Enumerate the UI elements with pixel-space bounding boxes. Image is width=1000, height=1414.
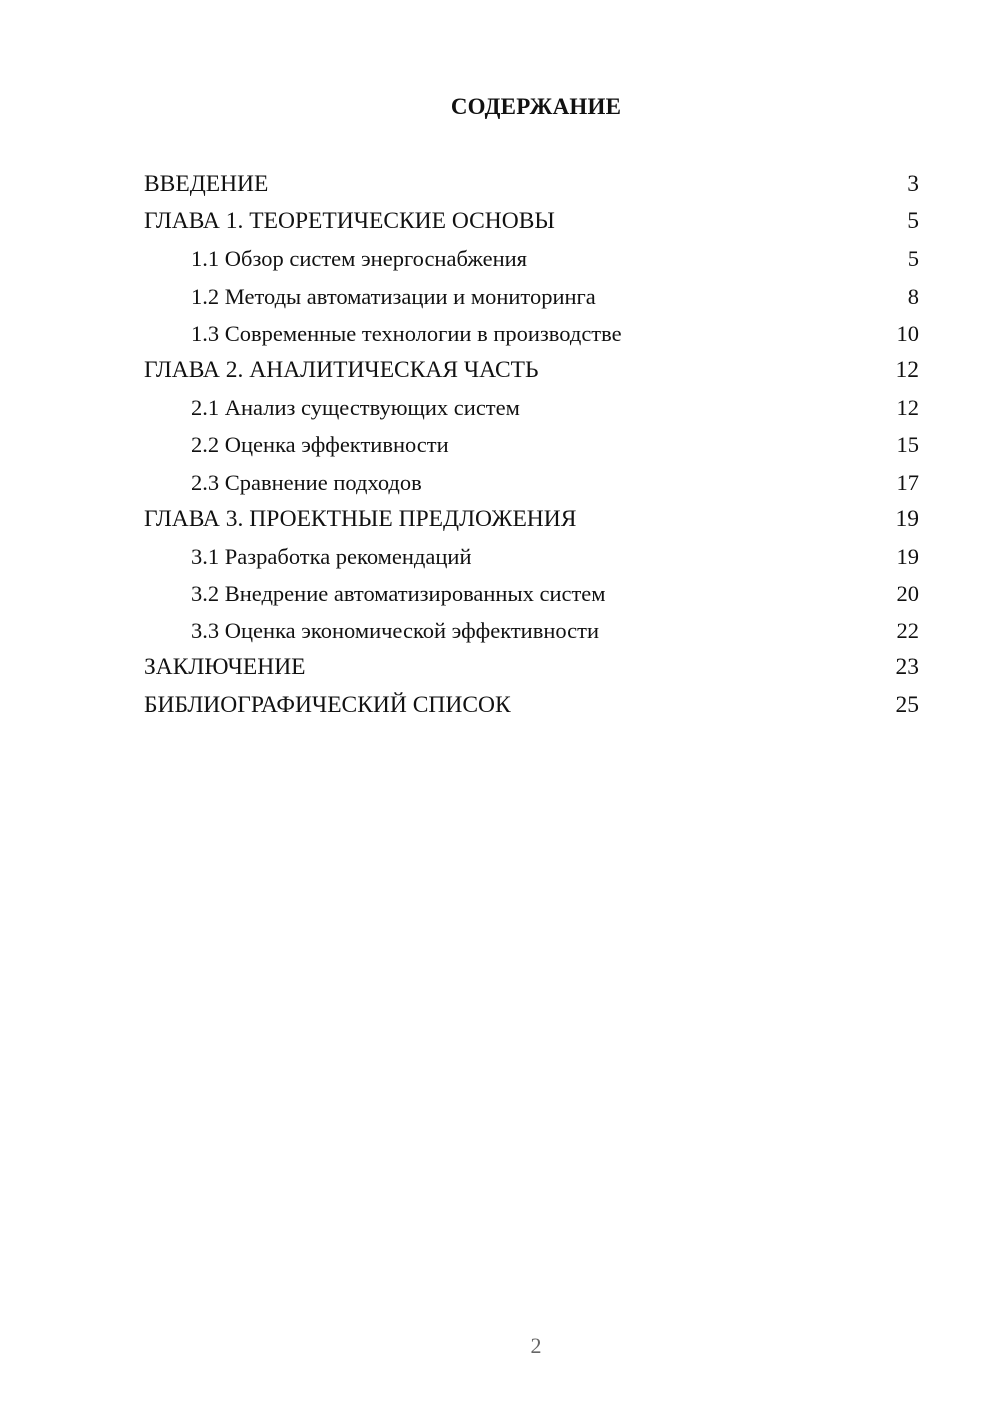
toc-entry-page: 10 [896, 320, 919, 346]
toc-entry-label: 3.3 Оценка экономической эффективности [191, 618, 600, 644]
toc-entry-label: ГЛАВА 3. ПРОЕКТНЫЕ ПРЕДЛОЖЕНИЯ [144, 505, 577, 532]
toc-entry-label: 2.2 Оценка эффективности [191, 432, 449, 458]
toc-entry-page: 20 [896, 581, 919, 607]
toc-entry-label: ГЛАВА 1. ТЕОРЕТИЧЕСКИЕ ОСНОВЫ [144, 208, 555, 235]
toc-entry[interactable] [144, 203, 919, 240]
toc-entry-page: 19 [895, 505, 919, 532]
toc-entry[interactable] [144, 649, 919, 686]
toc-entry-page: 25 [895, 691, 919, 718]
toc-entry-label: 3.1 Разработка рекомендаций [191, 543, 472, 569]
toc-entry-label: 3.2 Внедрение автоматизированных систем [191, 581, 606, 607]
toc-entry-label: 1.2 Методы автоматизации и мониторинга [191, 283, 596, 309]
toc-entry[interactable] [144, 389, 919, 426]
toc-entry-page: 12 [896, 395, 919, 421]
toc-entry-page: 8 [907, 283, 919, 309]
toc-entry-page: 3 [907, 171, 919, 197]
toc-title: СОДЕРЖАНИЕ [450, 94, 622, 119]
toc-entry[interactable] [144, 278, 919, 315]
toc-entry[interactable] [144, 315, 919, 352]
toc-entry[interactable] [144, 426, 919, 463]
toc-entry-label: 2.1 Анализ существующих систем [191, 395, 520, 421]
toc-entry-label: ЗАКЛЮЧЕНИЕ [144, 654, 306, 681]
toc-entry-page: 17 [896, 469, 919, 495]
toc-entry[interactable] [144, 240, 919, 277]
toc-entry[interactable] [144, 501, 919, 538]
toc-entry[interactable] [144, 464, 919, 501]
toc-entry-page: 23 [895, 654, 919, 681]
toc-entry[interactable] [144, 166, 919, 203]
toc-entry[interactable] [144, 575, 919, 612]
toc-entry-label: 1.1 Обзор систем энергоснабжения [191, 246, 528, 272]
toc-entry-label: ГЛАВА 2. АНАЛИТИЧЕСКАЯ ЧАСТЬ [144, 356, 539, 383]
table-of-contents [144, 166, 919, 724]
toc-entry[interactable] [144, 538, 919, 575]
page-number: 2 [530, 1333, 542, 1358]
toc-entry-page: 19 [896, 543, 919, 569]
toc-entry-label: БИБЛИОГРАФИЧЕСКИЙ СПИСОК [144, 691, 511, 718]
toc-entry[interactable] [144, 612, 919, 649]
toc-entry-page: 12 [895, 356, 919, 383]
toc-entry-page: 5 [907, 208, 919, 235]
toc-entry-label: 1.3 Современные технологии в производстве [191, 320, 622, 346]
toc-entry-label: ВВЕДЕНИЕ [144, 171, 269, 197]
toc-entry-label: 2.3 Сравнение подходов [191, 469, 422, 495]
toc-entry-page: 22 [896, 618, 919, 644]
toc-entry-page: 5 [907, 246, 919, 272]
toc-entry[interactable] [144, 352, 919, 389]
toc-entry-page: 15 [896, 432, 919, 458]
toc-entry[interactable] [144, 687, 919, 724]
